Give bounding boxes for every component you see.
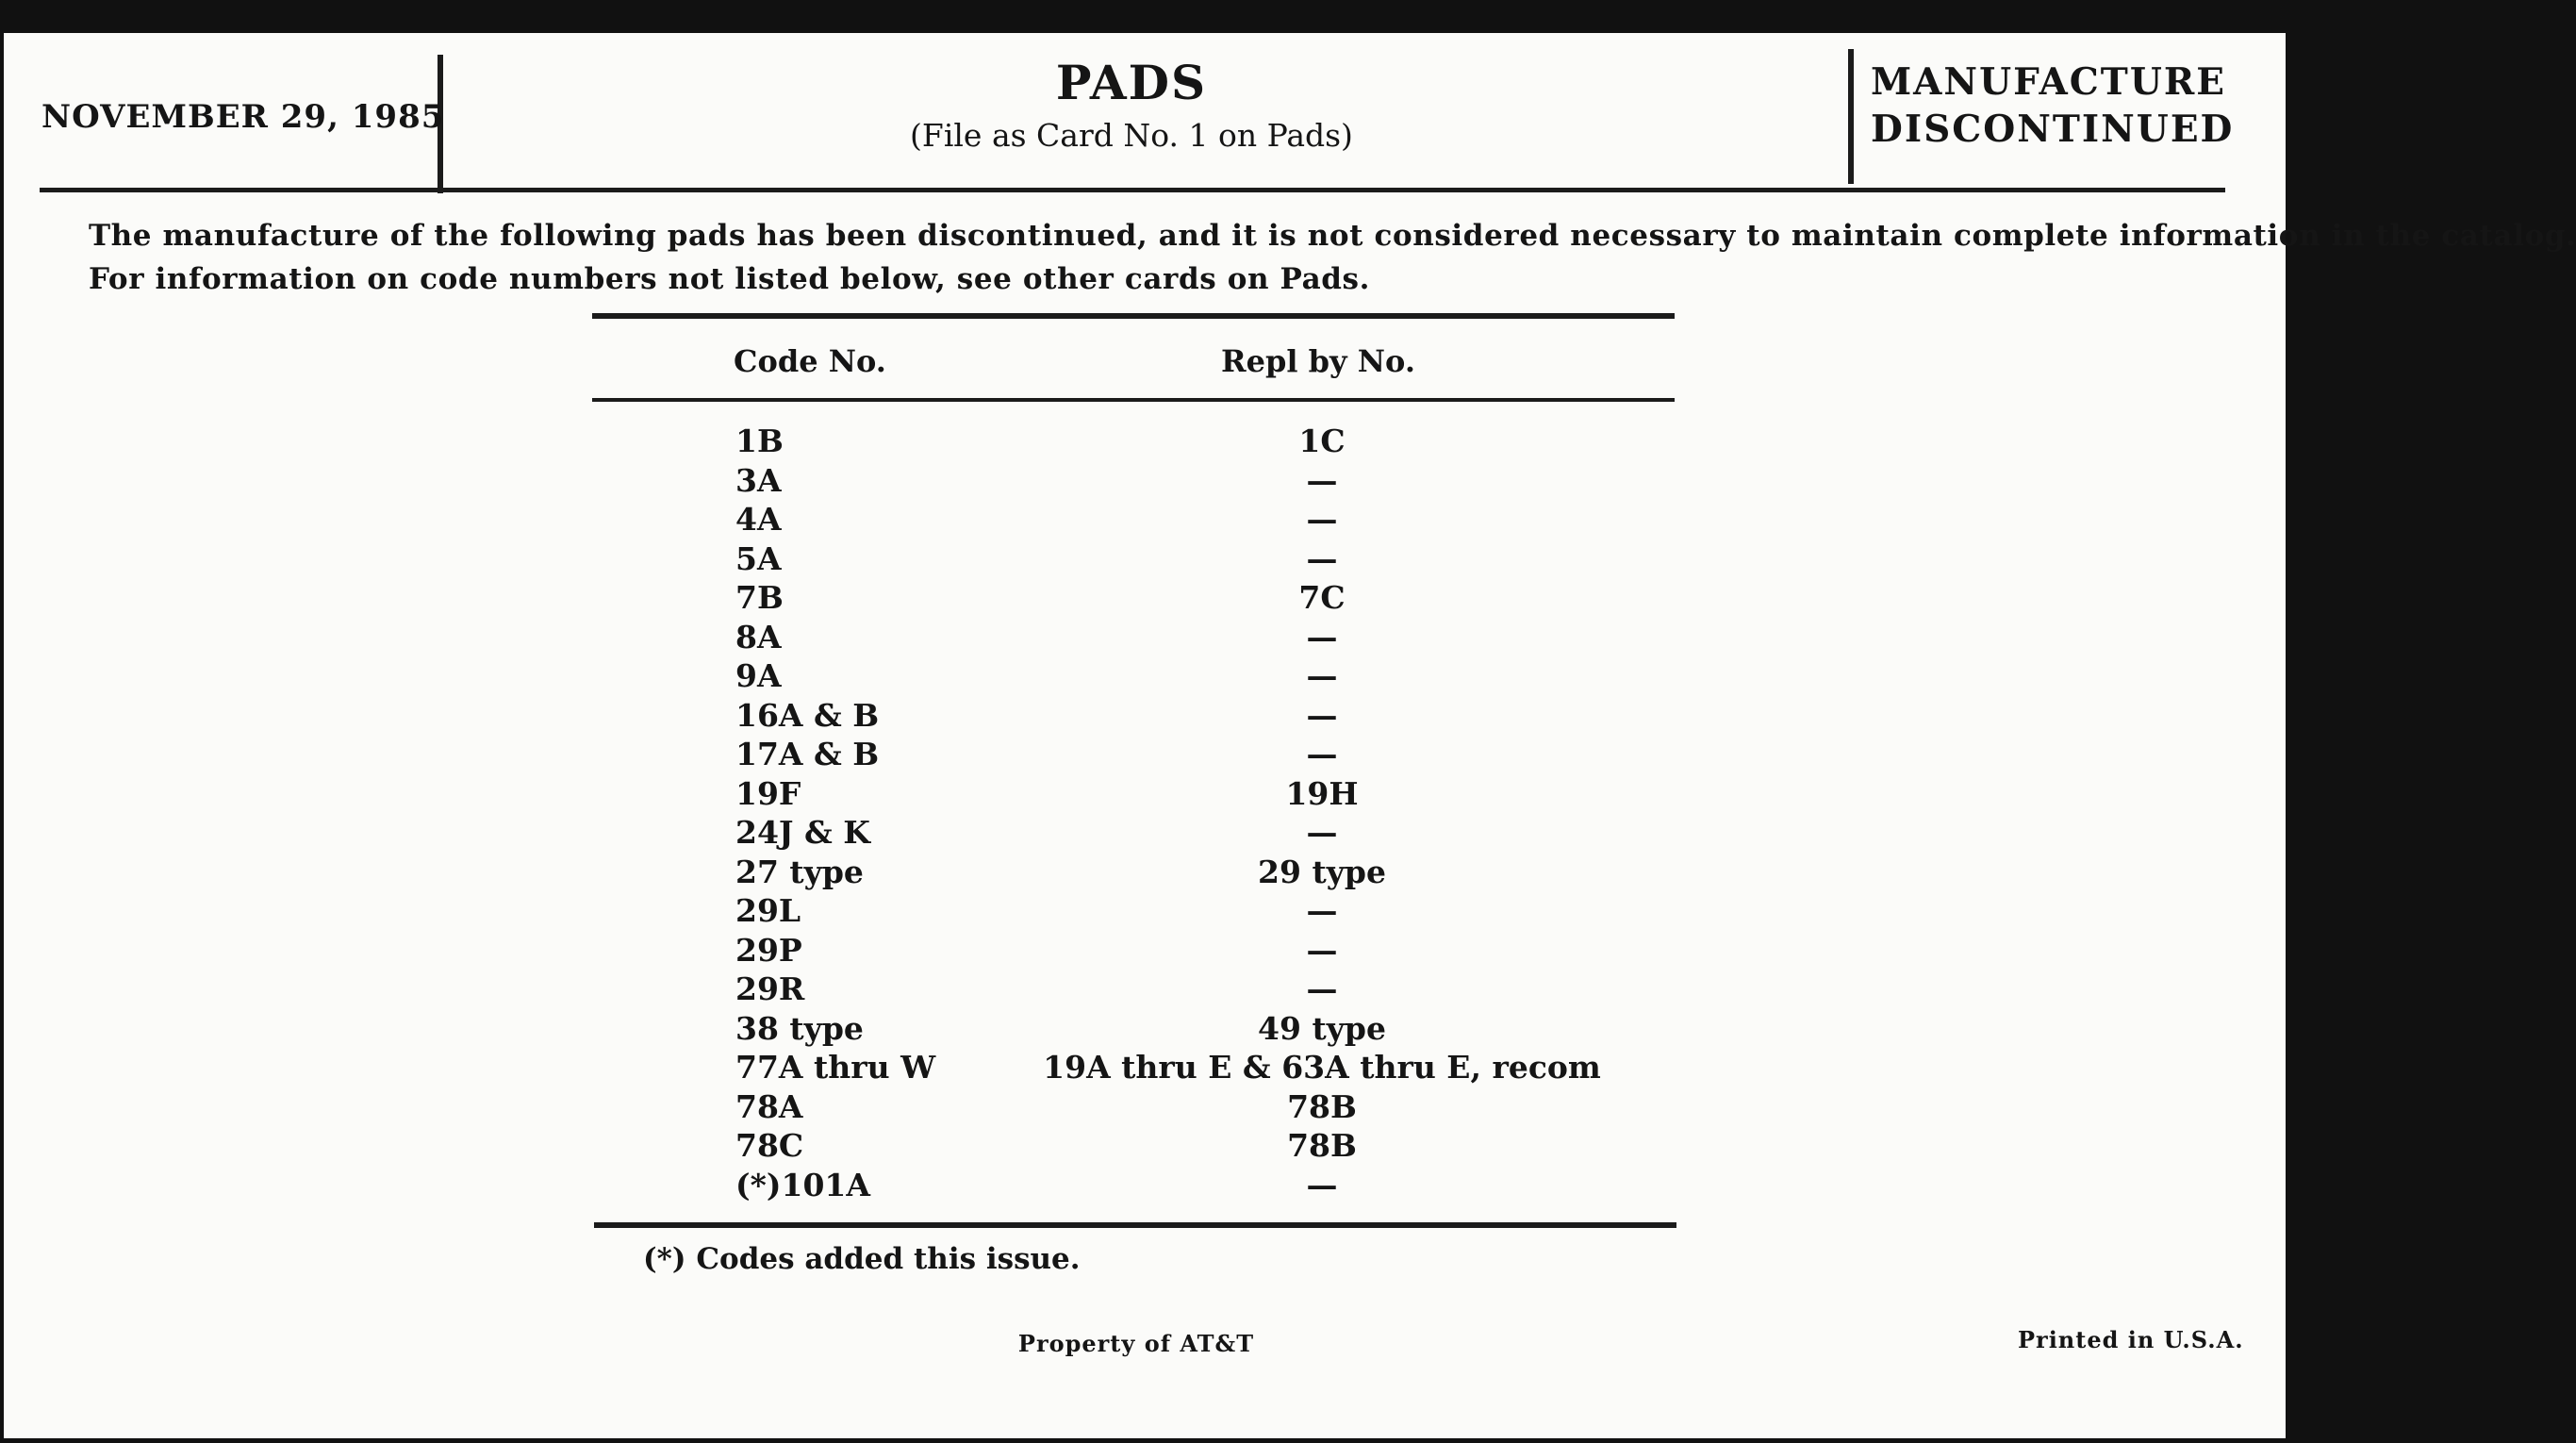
intro-line-1: The manufacture of the following pads has been discontinued, and it is not considered necessary to maintain complete information in the catalog. xyxy=(89,219,2576,253)
table-row xyxy=(0,1127,2293,1167)
replacement-value: — xyxy=(1306,814,1338,851)
table-row xyxy=(0,423,2293,462)
code-number-cell: 29R xyxy=(735,970,805,1007)
replacement-value: — xyxy=(1306,501,1338,538)
table-row xyxy=(0,892,2293,932)
replacement-value: — xyxy=(1306,1166,1338,1203)
table-row xyxy=(0,657,2293,697)
table-row xyxy=(0,579,2293,619)
code-number-cell: 4A xyxy=(735,501,782,538)
table-row xyxy=(0,814,2293,854)
code-number-cell: 16A & B xyxy=(735,696,880,734)
filing-instruction: (File as Card No. 1 on Pads) xyxy=(910,117,1353,154)
replacement-value: 78B xyxy=(1287,1127,1357,1164)
code-number-cell: 5A xyxy=(735,539,782,577)
table-row xyxy=(0,619,2293,658)
code-number-cell: 78A xyxy=(735,1087,803,1125)
code-number-cell: 9A xyxy=(735,657,782,694)
code-number-cell: 27 type xyxy=(735,853,864,890)
table-row xyxy=(0,775,2293,815)
code-number-cell: 3A xyxy=(735,461,782,499)
status-line-1: MANUFACTURE xyxy=(1871,60,2226,104)
table-header-rule xyxy=(592,398,1675,402)
replacement-value: — xyxy=(1306,618,1338,655)
table-row xyxy=(0,932,2293,971)
replacement-value: 49 type xyxy=(1258,1009,1386,1047)
replacement-value: 78B xyxy=(1287,1087,1357,1125)
code-number-cell: 1B xyxy=(735,423,784,459)
table-row xyxy=(0,501,2293,540)
table-row xyxy=(0,736,2293,775)
replacement-value: — xyxy=(1306,461,1338,499)
table-row xyxy=(0,697,2293,737)
replacement-value: — xyxy=(1306,657,1338,694)
header-bottom-rule xyxy=(40,188,2225,192)
code-number-cell: 29P xyxy=(735,931,802,969)
replacement-value: 19A thru E & 63A thru E, recom xyxy=(1043,1049,1601,1086)
replacement-value: 7C xyxy=(1298,579,1346,616)
code-number-cell: 38 type xyxy=(735,1009,864,1047)
table-row xyxy=(0,1049,2293,1088)
property-notice: Property of AT&T xyxy=(1017,1330,1255,1357)
replacement-value: 1C xyxy=(1298,423,1346,459)
code-number-cell: 24J & K xyxy=(735,814,870,851)
replacement-value: — xyxy=(1306,970,1338,1007)
table-top-rule xyxy=(592,313,1675,319)
code-number-cell: 77A thru W xyxy=(735,1049,936,1086)
code-number-cell: 78C xyxy=(735,1127,804,1164)
issue-date: NOVEMBER 29, 1985 xyxy=(41,98,445,136)
replacement-value: — xyxy=(1306,892,1338,929)
table-bottom-rule xyxy=(594,1222,1676,1228)
status-line-2: DISCONTINUED xyxy=(1871,108,2235,151)
replacement-value: — xyxy=(1306,736,1338,772)
replacement-value: 19H xyxy=(1285,774,1359,812)
table-row xyxy=(0,540,2293,580)
replacement-value: — xyxy=(1306,539,1338,577)
table-row xyxy=(0,1088,2293,1128)
footnote: (*) Codes added this issue. xyxy=(643,1242,1081,1276)
code-number-cell: 29L xyxy=(735,892,801,929)
page-title: PADS xyxy=(1055,55,1208,110)
code-number-cell: 8A xyxy=(735,618,782,655)
table-row xyxy=(0,462,2293,502)
replacement-value: — xyxy=(1306,696,1338,734)
intro-line-2: For information on code numbers not listed below, see other cards on Pads. xyxy=(89,262,1370,296)
intro-paragraph xyxy=(89,214,2576,301)
table-row xyxy=(0,1167,2293,1206)
table-row xyxy=(0,854,2293,893)
table-row xyxy=(0,970,2293,1010)
printed-notice: Printed in U.S.A. xyxy=(2018,1326,2244,1353)
replacement-value: 29 type xyxy=(1258,853,1386,890)
code-number-cell: (*)101A xyxy=(735,1166,870,1203)
code-number-cell: 19F xyxy=(735,774,801,812)
code-number-cell: 7B xyxy=(735,579,784,616)
header-divider-right xyxy=(1848,49,1854,184)
replacement-value: — xyxy=(1306,931,1338,969)
code-number-cell: 17A & B xyxy=(735,736,880,772)
column-header-replacement-label: Repl by No. xyxy=(1221,343,1415,379)
table-body xyxy=(0,423,2293,1205)
status-label xyxy=(1871,58,2234,153)
column-header-code: Code No. xyxy=(734,343,886,379)
table-row xyxy=(0,1010,2293,1050)
